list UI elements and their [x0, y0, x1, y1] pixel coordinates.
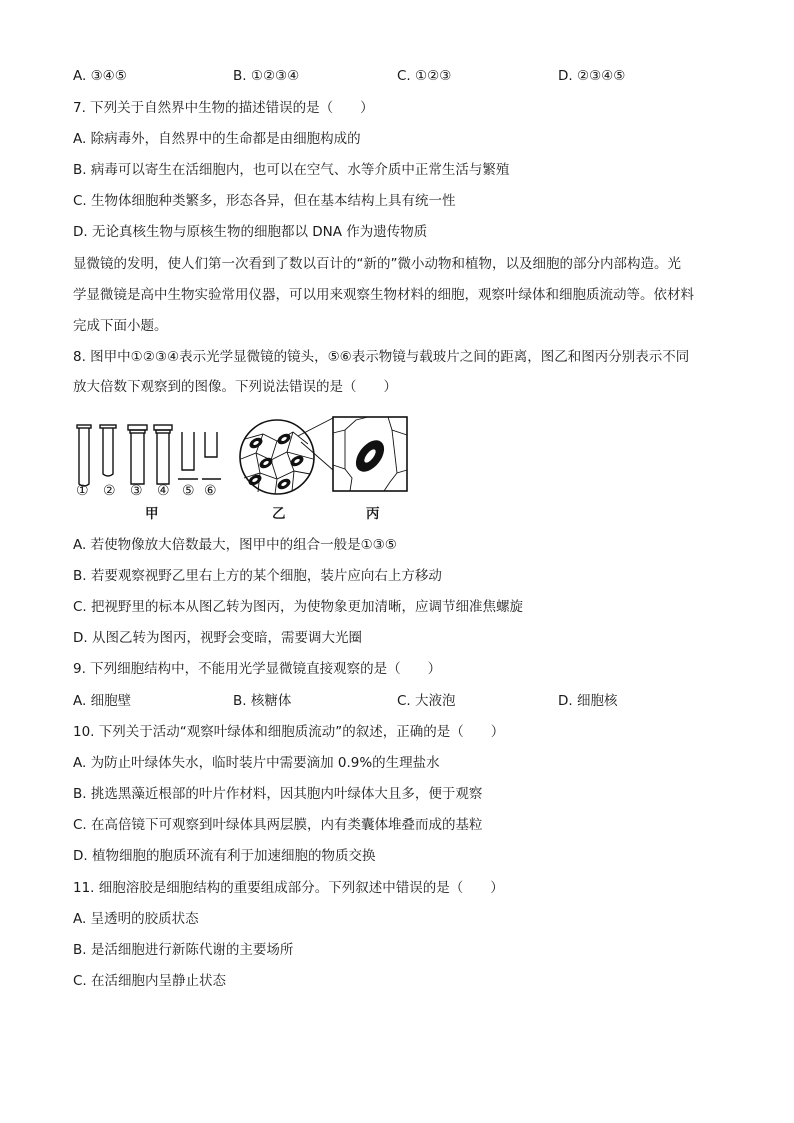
q10-option-a: A. 为防止叶绿体失水，临时装片中需要滴加 0.9%的生理盐水 [73, 755, 440, 771]
q8-stem-line-2: 放大倍数下观察到的图像。下列说法错误的是（ ） [73, 379, 397, 395]
lens-label-3: ③ [130, 483, 143, 499]
q10-stem: 10. 下列关于活动“观察叶绿体和细胞质流动”的叙述，正确的是（ ） [73, 724, 505, 740]
figure-label-bing: 丙 [366, 506, 380, 522]
lens-label-5: ⑤ [182, 483, 195, 499]
lens-3-icon [128, 425, 147, 484]
q6-option-d: D. ②③④⑤ [558, 68, 626, 84]
q7-option-c: C. 生物体细胞种类繁多，形态各异，但在基本结构上具有统一性 [73, 193, 456, 209]
q10-option-c: C. 在高倍镜下可观察到叶绿体具两层膜，内有类囊体堆叠而成的基粒 [73, 817, 483, 833]
lens-4-icon [154, 425, 172, 484]
q9-option-d: D. 细胞核 [558, 693, 618, 709]
q8-option-c: C. 把视野里的标本从图乙转为图丙，为使物象更加清晰，应调节细准焦螺旋 [73, 599, 524, 615]
distance-5-icon [178, 432, 198, 479]
passage-line-2: 学显微镜是高中生物实验常用仪器，可以用来观察生物材料的细胞，观察叶绿体和细胞质流动等。依材料 [73, 287, 694, 303]
q11-option-c: C. 在活细胞内呈静止状态 [73, 973, 227, 989]
q8-option-d: D. 从图乙转为图丙，视野会变暗，需要调大光圈 [73, 630, 362, 646]
q8-stem-line-1: 8. 图甲中①②③④表示光学显微镜的镜头，⑤⑥表示物镜与载玻片之间的距离，图乙和图丙分别表示不同 [73, 349, 690, 365]
lens-label-2: ② [103, 483, 116, 499]
q10-option-b: B. 挑选黑藻近根部的叶片作材料，因其胞内叶绿体大且多，便于观察 [73, 786, 483, 802]
q7-option-a: A. 除病毒外，自然界中的生命都是由细胞构成的 [73, 131, 361, 147]
q8-option-a: A. 若使物像放大倍数最大，图甲中的组合一般是①③⑤ [73, 537, 397, 553]
passage-line-1: 显微镜的发明，使人们第一次看到了数以百计的“新的”微小动物和植物，以及细胞的部分内部构造。光 [73, 256, 681, 272]
q7-option-d: D. 无论真核生物与原核生物的细胞都以 DNA 作为遗传物质 [73, 224, 428, 240]
q10-option-d: D. 植物细胞的胞质环流有利于加速细胞的物质交换 [73, 848, 376, 864]
lens-label-6: ⑥ [204, 483, 217, 499]
q9-option-c: C. 大液泡 [397, 693, 456, 709]
lens-label-4: ④ [157, 483, 170, 499]
q6-option-c: C. ①②③ [397, 68, 452, 84]
q9-option-a: A. 细胞壁 [73, 693, 132, 709]
q9-stem: 9. 下列细胞结构中，不能用光学显微镜直接观察的是（ ） [73, 661, 442, 677]
q11-stem: 11. 细胞溶胶是细胞结构的重要组成部分。下列叙述中错误的是（ ） [73, 880, 504, 896]
q6-option-a: A. ③④⑤ [73, 68, 127, 84]
distance-6-icon [202, 432, 221, 479]
figure-label-yi: 乙 [272, 506, 286, 522]
q11-option-b: B. 是活细胞进行新陈代谢的主要场所 [73, 942, 294, 958]
q8-option-b: B. 若要观察视野乙里右上方的某个细胞，装片应向右上方移动 [73, 568, 442, 584]
field-of-view-yi [240, 420, 314, 494]
q11-option-a: A. 呈透明的胶质状态 [73, 911, 199, 927]
lens-label-1: ① [76, 483, 89, 499]
lens-2-icon [100, 425, 116, 476]
magnified-view-bing [333, 417, 407, 491]
q7-stem: 7. 下列关于自然界中生物的描述错误的是（ ） [73, 100, 374, 116]
q9-option-b: B. 核糖体 [233, 693, 292, 709]
q6-option-b: B. ①②③④ [233, 68, 300, 84]
figure-label-jia: 甲 [145, 506, 159, 522]
q7-option-b: B. 病毒可以寄生在活细胞内，也可以在空气、水等介质中正常生活与繁殖 [73, 162, 510, 178]
lens-1-icon [77, 425, 91, 486]
passage-line-3: 完成下面小题。 [73, 318, 168, 334]
